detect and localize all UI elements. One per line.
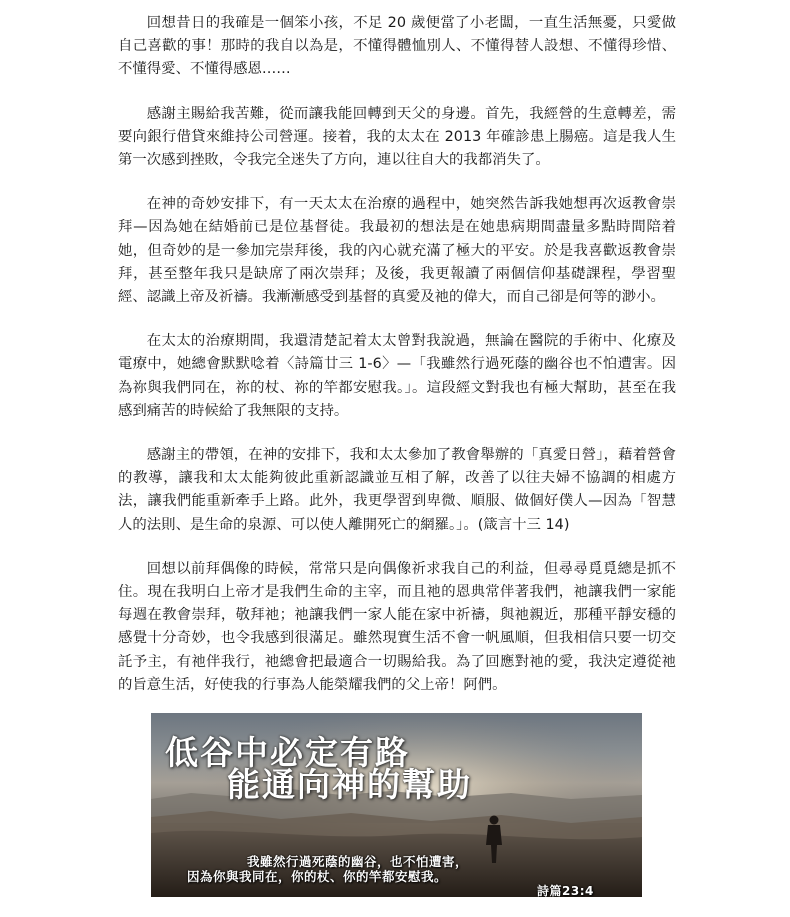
testimony-article xyxy=(118,12,676,697)
banner-verse-line1: 我雖然行過死蔭的幽谷，也不怕遭害， xyxy=(247,854,469,869)
paragraph-6: 回想以前拜偶像的時候，常常只是向偶像祈求我自己的利益，但尋尋覓覓總是抓不住。現在我明白上帝才是我們生命的主宰，而且祂的恩典常伴著我們，祂讓我們一家能每週在教會崇拜，敬拜祂；祂讓我們一家人能在家中祈禱，與祂親近，那種平靜安穩的感覺十分奇妙，也令我感到很滿足。雖然現實生活不會一帆風順，但我相信只要一切交託予主，有祂伴我行，祂總會把最適合一切賜給我。為了回應對祂的愛，我決定遵從祂的旨意生活，好使我的行事為人能榮耀我們的父上帝！阿們。 xyxy=(118,560,676,693)
banner-verse-reference: 詩篇23:4 xyxy=(537,884,594,897)
paragraph-5: 感謝主的帶領，在神的安排下，我和太太參加了教會舉辦的「真愛日營」，藉着營會的教導，讓我和太太能夠彼此重新認識並互相了解，改善了以往夫婦不協調的相處方法，讓我們能重新牽手上路。此外，我更學習到卑微、順服、做個好僕人—因為「智慧人的法則、是生命的泉源、可以使人離開死亡的網羅。」。(箴言十三 14) xyxy=(118,447,676,533)
banner-title-line2: 能通向神的幫助 xyxy=(227,765,472,804)
banner-verse-line2: 因為你與我同在，你的杖、你的竿都安慰我。 xyxy=(187,869,448,884)
banner-title-line1: 低谷中必定有路 xyxy=(165,733,410,772)
paragraph-4: 在太太的治療期間，我還清楚記着太太曾對我說過，無論在醫院的手術中、化療及電療中，她總會默默唸着〈詩篇廿三 1-6〉—「我雖然行過死蔭的幽谷也不怕遭害。因為祢與我們同在，祢的杖、祢的竿都安慰我。」。這段經文對我也有極大幫助，甚至在我感到痛苦的時候給了我無限的支持。 xyxy=(118,333,676,419)
paragraph-2: 感謝主賜給我苦難，從而讓我能回轉到天父的身邊。首先，我經營的生意轉差，需要向銀行借貸來維持公司營運。接着，我的太太在 2013 年確診患上腸癌。這是我人生第一次感到挫敗，令我完全迷失了方向，連以往自大的我都消失了。 xyxy=(118,105,676,169)
paragraph-1: 回想昔日的我確是一個笨小孩，不足 20 歲便當了小老闆，一直生活無憂，只愛做自己喜歡的事！那時的我自以為是，不懂得體恤別人、不懂得替人設想、不懂得珍惜、不懂得愛、不懂得感恩…… xyxy=(118,15,676,78)
valley-banner-image xyxy=(151,713,642,897)
paragraph-3: 在神的奇妙安排下，有一天太太在治療的過程中，她突然告訴我她想再次返教會崇拜—因為她在結婚前已是位基督徒。我最初的想法是在她患病期間盡量多點時間陪着她，但奇妙的是一參加完崇拜後，我的內心就充滿了極大的平安。於是我喜歡返教會崇拜，甚至整年我只是缺席了兩次崇拜；及後，我更報讀了兩個信仰基礎課程，學習聖經、認識上帝及祈禱。我漸漸感受到基督的真愛及祂的偉大，而自己卻是何等的渺小。 xyxy=(118,196,676,306)
